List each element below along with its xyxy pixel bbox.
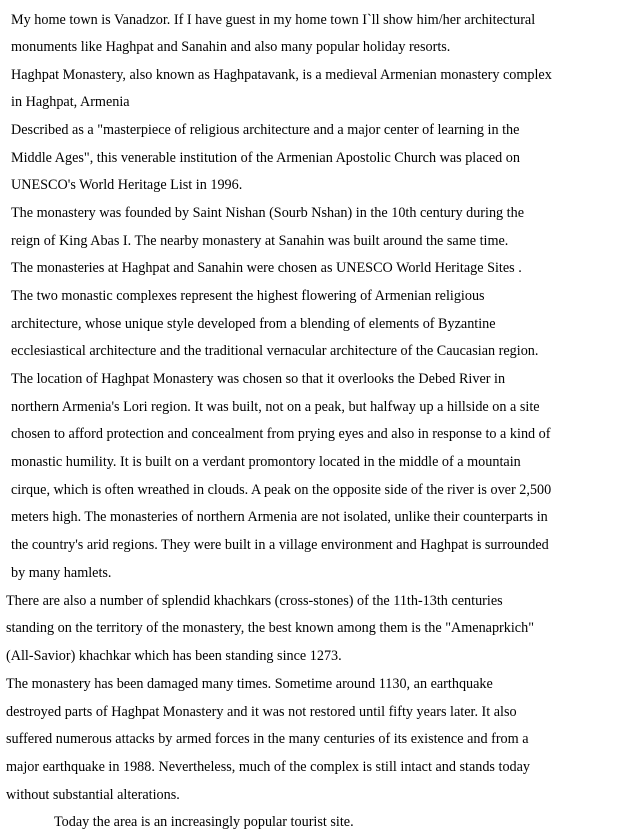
text-line: without substantial alterations. bbox=[6, 787, 180, 803]
text-line: reign of King Abas I. The nearby monastery at Sanahin was built around the same time. bbox=[11, 233, 509, 249]
text-line: The monastery was founded by Saint Nishan (Sourb Nshan) in the 10th century during the bbox=[11, 205, 525, 221]
text-line: The two monastic complexes represent the highest flowering of Armenian religious bbox=[11, 288, 485, 304]
text-line: The monasteries at Haghpat and Sanahin were chosen as UNESCO World Heritage Sites . bbox=[11, 260, 522, 276]
text-line: cirque, which is often wreathed in clouds. A peak on the opposite side of the river is over 2,500 bbox=[11, 482, 552, 498]
text-line: chosen to afford protection and concealment from prying eyes and also in response to a kind of bbox=[11, 426, 551, 442]
text-line: Today the area is an increasingly popular tourist site. bbox=[54, 814, 354, 830]
text-line: There are also a number of splendid khachkars (cross-stones) of the 11th-13th centuries bbox=[6, 593, 503, 609]
text-line: the country's arid regions. They were built in a village environment and Haghpat is surrounded bbox=[11, 537, 549, 553]
text-line: My home town is Vanadzor. If I have guest in my home town I`ll show him/her architectural bbox=[11, 12, 536, 28]
text-line: standing on the territory of the monastery, the best known among them is the "Amenaprkich" bbox=[6, 620, 534, 636]
text-line: Middle Ages", this venerable institution of the Armenian Apostolic Church was placed on bbox=[11, 150, 520, 166]
text-line: by many hamlets. bbox=[11, 565, 112, 581]
text-line: (All-Savior) khachkar which has been standing since 1273. bbox=[6, 648, 342, 664]
text-line: Described as a "masterpiece of religious architecture and a major center of learning in the bbox=[11, 122, 520, 138]
text-line: Haghpat Monastery, also known as Haghpatavank, is a medieval Armenian monastery complex bbox=[11, 67, 552, 83]
text-line: ecclesiastical architecture and the traditional vernacular architecture of the Caucasian region. bbox=[11, 343, 539, 359]
text-line: UNESCO's World Heritage List in 1996. bbox=[11, 177, 243, 193]
text-line: The location of Haghpat Monastery was chosen so that it overlooks the Debed River in bbox=[11, 371, 506, 387]
text-line: major earthquake in 1988. Nevertheless, much of the complex is still intact and stands today bbox=[6, 759, 531, 775]
text-line: The monastery has been damaged many times. Sometime around 1130, an earthquake bbox=[6, 676, 493, 692]
text-line: northern Armenia's Lori region. It was built, not on a peak, but halfway up a hillside on a site bbox=[11, 399, 540, 415]
text-line: monuments like Haghpat and Sanahin and also many popular holiday resorts. bbox=[11, 39, 451, 55]
text-line: suffered numerous attacks by armed forces in the many centuries of its existence and from a bbox=[6, 731, 529, 747]
text-line: destroyed parts of Haghpat Monastery and it was not restored until fifty years later. It also bbox=[6, 704, 517, 720]
text-line: in Haghpat, Armenia bbox=[11, 94, 130, 110]
text-line: meters high. The monasteries of northern Armenia are not isolated, unlike their counterparts in bbox=[11, 509, 548, 525]
text-line: architecture, whose unique style developed from a blending of elements of Byzantine bbox=[11, 316, 496, 332]
text-line: monastic humility. It is built on a verdant promontory located in the middle of a mountain bbox=[11, 454, 521, 470]
